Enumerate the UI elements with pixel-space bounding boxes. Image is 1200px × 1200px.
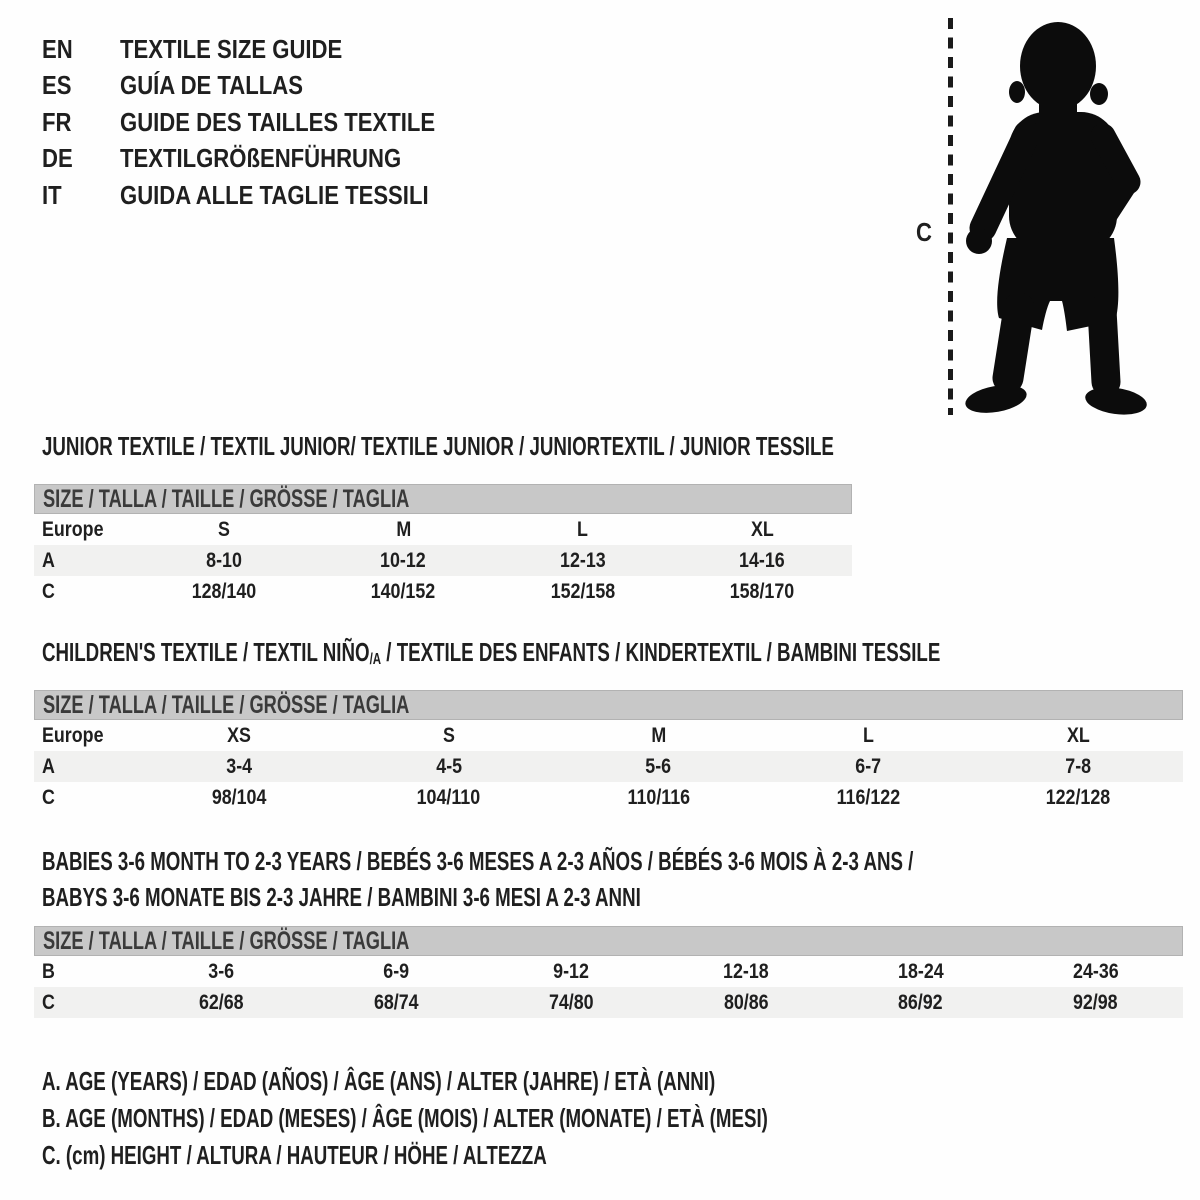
height-cell: [344, 786, 554, 810]
size-cell-text: S: [217, 517, 230, 541]
guide-title: GUIDE DES TAILLES TEXTILE: [120, 106, 436, 137]
height-cell-text: 74/80: [548, 990, 594, 1014]
size-header-text: SIZE / TALLA / TAILLE / GRÖSSE / TAGLIA: [43, 926, 410, 955]
size-cell: [344, 724, 554, 748]
age-cell: [554, 755, 764, 779]
height-cell-text: 158/170: [729, 579, 795, 603]
table-row-europe: [34, 720, 1183, 751]
age-cell: [973, 755, 1183, 779]
toddler-silhouette-icon: [963, 22, 1148, 418]
table-row-height-cm: [34, 782, 1183, 813]
height-cell-text: 104/110: [416, 785, 481, 809]
title-row-fr: [42, 104, 491, 141]
table-row-age-years: [34, 545, 852, 576]
row-label: [34, 518, 134, 542]
height-cell-text: 92/98: [1073, 990, 1118, 1014]
language-code-text: EN: [42, 33, 73, 64]
height-measure-label-text: C: [916, 217, 932, 247]
row-label: [34, 960, 134, 984]
size-cell: [973, 724, 1183, 748]
language-code: [42, 70, 120, 101]
children-size-table: [34, 690, 1183, 813]
age-cell-text: 12-13: [559, 548, 606, 572]
height-cell: [314, 580, 494, 604]
height-measure-label: [916, 217, 935, 248]
age-cell-text: 3-6: [208, 959, 235, 983]
age-cell-text: 9-12: [553, 959, 589, 983]
age-cell-text: 18-24: [897, 959, 944, 983]
height-cell-text: 122/128: [1045, 785, 1111, 809]
guide-title: GUÍA DE TALLAS: [120, 70, 303, 101]
children-size-header-bar: [34, 690, 1183, 720]
height-cell: [658, 991, 833, 1015]
legend-line-b: [42, 1100, 1050, 1137]
title-block: [42, 31, 491, 214]
guide-title: TEXTILGRÖßENFÜHRUNG: [120, 143, 402, 174]
height-cell: [309, 991, 484, 1015]
row-label-text: C: [42, 579, 55, 603]
children-section-heading: [42, 637, 1200, 668]
row-label: [34, 549, 134, 573]
babies-heading-line2-text: BABYS 3-6 MONATE BIS 2-3 JAHRE / BAMBINI 3-6 MESI A 2-3 ANNI: [42, 882, 641, 912]
age-cell: [1008, 960, 1183, 984]
age-cell: [134, 755, 344, 779]
height-cell: [554, 786, 764, 810]
junior-section-heading: [42, 431, 1142, 462]
height-cell: [484, 991, 659, 1015]
height-cell: [493, 580, 673, 604]
age-cell-text: 8-10: [205, 548, 242, 572]
size-cell-text: M: [651, 723, 666, 747]
legend-line-b-text: B. AGE (MONTHS) / EDAD (MESES) / ÂGE (MOIS) / ALTER (MONATE) / ETÀ (MESI): [42, 1103, 768, 1133]
row-label: [34, 724, 134, 748]
heading-pre: CHILDREN'S TEXTILE / TEXTIL NIÑO: [42, 637, 370, 667]
age-cell: [309, 960, 484, 984]
title-row-en: [42, 31, 491, 68]
age-cell-text: 12-18: [723, 959, 769, 983]
height-cell: [973, 786, 1183, 810]
junior-size-table: [34, 484, 852, 607]
age-cell: [658, 960, 833, 984]
size-cell-text: L: [577, 517, 589, 541]
language-code-text: ES: [42, 70, 72, 101]
age-cell-text: 6-9: [383, 959, 410, 983]
height-cell: [134, 991, 309, 1015]
age-cell-text: 6-7: [855, 754, 882, 778]
row-label-text: A: [42, 754, 55, 778]
legend-line-a-text: A. AGE (YEARS) / EDAD (AÑOS) / ÂGE (ANS) / ALTER (JAHRE) / ETÀ (ANNI): [42, 1066, 716, 1096]
legend-line-c: [42, 1137, 1050, 1174]
height-cell-text: 140/152: [370, 579, 436, 603]
row-label-text: C: [42, 990, 55, 1014]
age-cell: [314, 549, 494, 573]
size-cell-text: XS: [226, 723, 251, 747]
height-measure-figure: [945, 10, 1155, 420]
babies-heading-line1: [42, 843, 1200, 879]
age-cell: [673, 549, 853, 573]
size-header-text: SIZE / TALLA / TAILLE / GRÖSSE / TAGLIA: [43, 690, 410, 719]
row-label-text: Europe: [42, 517, 104, 541]
size-cell-text: M: [395, 517, 411, 541]
language-code: [42, 143, 120, 174]
height-cell-text: 98/104: [211, 785, 267, 809]
guide-title: GUIDA ALLE TAGLIE TESSILI: [120, 179, 429, 210]
table-row-height-cm: [34, 576, 852, 607]
language-code: [42, 34, 120, 65]
row-label-text: C: [42, 785, 55, 809]
table-row-age-years: [34, 751, 1183, 782]
size-cell: [134, 724, 344, 748]
age-cell-text: 7-8: [1065, 754, 1091, 778]
age-cell-text: 3-4: [225, 754, 252, 778]
size-cell-text: L: [862, 723, 874, 747]
babies-heading-line2: [42, 879, 1200, 915]
height-cell-text: 152/158: [550, 579, 616, 603]
table-row-age-months: [34, 956, 1183, 987]
title-row-es: [42, 68, 491, 105]
age-cell: [833, 960, 1008, 984]
age-cell-text: 5-6: [645, 754, 672, 778]
size-cell-text: XL: [1066, 723, 1090, 747]
row-label: [34, 755, 134, 779]
height-cell: [833, 991, 1008, 1015]
age-cell: [493, 549, 673, 573]
title-row-it: [42, 177, 491, 214]
age-cell: [344, 755, 554, 779]
row-label: [34, 991, 134, 1015]
height-cell-text: 68/74: [373, 990, 419, 1014]
age-cell-text: 4-5: [435, 754, 462, 778]
age-cell-text: 10-12: [380, 548, 427, 572]
legend-line-c-text: C. (cm) HEIGHT / ALTURA / HAUTEUR / HÖHE / ALTEZZA: [42, 1140, 547, 1170]
row-label-text: B: [42, 959, 55, 983]
row-label: [34, 786, 134, 810]
height-cell: [673, 580, 853, 604]
babies-size-table: [34, 926, 1183, 1018]
age-cell: [134, 549, 314, 573]
legend-line-a: [42, 1063, 1050, 1100]
legend-block: [42, 1063, 1050, 1174]
babies-size-header-bar: [34, 926, 1183, 956]
language-code-text: FR: [42, 106, 72, 137]
age-cell-text: 24-36: [1072, 959, 1119, 983]
row-label-text: Europe: [42, 723, 104, 747]
babies-heading-line1-text: BABIES 3-6 MONTH TO 2-3 YEARS / BEBÉS 3-6 MESES A 2-3 AÑOS / BÉBÉS 3-6 MOIS À 2-3 ANS /: [42, 846, 914, 876]
row-label: [34, 580, 134, 604]
size-cell: [493, 518, 673, 542]
language-code-text: DE: [42, 143, 73, 174]
height-cell: [134, 786, 344, 810]
guide-title: TEXTILE SIZE GUIDE: [120, 33, 343, 64]
language-code: [42, 180, 120, 211]
table-row-europe: [34, 514, 852, 545]
size-cell: [554, 724, 764, 748]
size-cell: [763, 724, 973, 748]
height-cell-text: 116/122: [836, 785, 901, 809]
height-cell-text: 128/140: [191, 579, 257, 603]
heading-sub: /A: [369, 651, 382, 668]
size-cell: [673, 518, 853, 542]
title-row-de: [42, 141, 491, 178]
babies-section-heading: [42, 843, 1200, 915]
heading-post: / TEXTILE DES ENFANTS / KINDERTEXTIL / BAMBINI TESSILE: [381, 637, 941, 667]
height-cell: [763, 786, 973, 810]
row-label-text: A: [42, 548, 55, 572]
size-cell-text: XL: [750, 517, 774, 541]
height-cell-text: 62/68: [199, 990, 244, 1014]
age-cell: [134, 960, 309, 984]
junior-section-heading-text: JUNIOR TEXTILE / TEXTIL JUNIOR/ TEXTILE JUNIOR / JUNIORTEXTIL / JUNIOR TESSILE: [42, 431, 834, 461]
size-cell: [134, 518, 314, 542]
size-cell: [314, 518, 494, 542]
age-cell: [763, 755, 973, 779]
height-cell-text: 110/116: [627, 785, 690, 809]
height-cell: [134, 580, 314, 604]
junior-size-header-bar: [34, 484, 852, 514]
language-code: [42, 107, 120, 138]
children-section-heading-text: [42, 637, 940, 668]
age-cell: [484, 960, 659, 984]
age-cell-text: 14-16: [739, 548, 786, 572]
language-code-text: IT: [42, 179, 62, 210]
table-row-height-cm: [34, 987, 1183, 1018]
size-header-text: SIZE / TALLA / TAILLE / GRÖSSE / TAGLIA: [43, 484, 410, 513]
size-cell-text: S: [442, 723, 455, 747]
height-cell: [1008, 991, 1183, 1015]
height-cell-text: 80/86: [723, 990, 769, 1014]
height-cell-text: 86/92: [898, 990, 944, 1014]
